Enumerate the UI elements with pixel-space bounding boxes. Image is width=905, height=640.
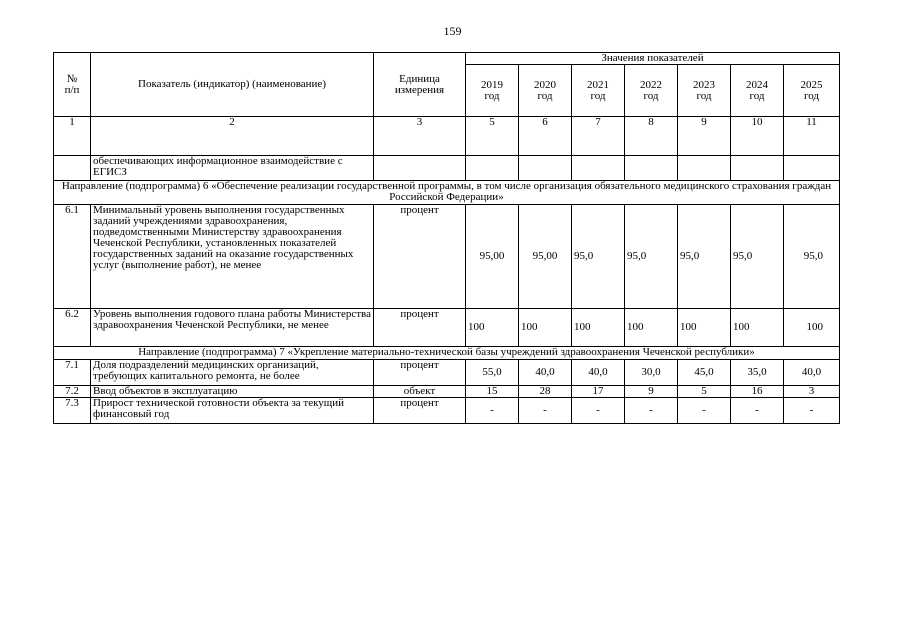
- row-indicator-name: Уровень выполнения годового плана работы Министерства здравоохранения Чеченской Республики, не менее: [91, 309, 374, 347]
- row-value: [519, 156, 572, 181]
- header-year: 2020 год: [519, 65, 572, 117]
- row-value: -: [625, 398, 678, 424]
- section-row: [54, 181, 840, 205]
- row-code: 6.2: [54, 309, 91, 347]
- row-unit: процент: [374, 205, 466, 309]
- row-value: 3: [784, 386, 840, 398]
- column-number: 8: [625, 117, 678, 156]
- row-value: 100: [784, 309, 840, 347]
- table-row: [54, 360, 840, 386]
- row-code: 7.2: [54, 386, 91, 398]
- row-indicator-name: Минимальный уровень выполнения государственных заданий учреждениями здравоохранения, подведомственными Министерству здравоохранения Чеченской Республики, установленных показателей государственных заданий на оказание государственных услуг (выполнение работ), не менее: [91, 205, 374, 309]
- row-value: 95,0: [572, 205, 625, 309]
- row-value: 40,0: [784, 360, 840, 386]
- row-value: 9: [625, 386, 678, 398]
- row-code: [54, 156, 91, 181]
- table-row: [54, 205, 840, 309]
- row-value: [784, 156, 840, 181]
- row-value: 55,0: [466, 360, 519, 386]
- row-indicator-name: Доля подразделений медицинских организаций, требующих капитального ремонта, не более: [91, 360, 374, 386]
- row-value: 35,0: [731, 360, 784, 386]
- row-value: 40,0: [519, 360, 572, 386]
- column-number: 9: [678, 117, 731, 156]
- row-value: 17: [572, 386, 625, 398]
- row-value: 28: [519, 386, 572, 398]
- row-value: 100: [731, 309, 784, 347]
- row-value: [572, 156, 625, 181]
- row-value: 40,0: [572, 360, 625, 386]
- header-year: 2021 год: [572, 65, 625, 117]
- header-year: 2023 год: [678, 65, 731, 117]
- row-unit: процент: [374, 398, 466, 424]
- table-row: [54, 398, 840, 424]
- header-year: 2025 год: [784, 65, 840, 117]
- row-value: 100: [625, 309, 678, 347]
- row-value: -: [731, 398, 784, 424]
- row-value: [678, 156, 731, 181]
- row-value: 30,0: [625, 360, 678, 386]
- row-value: 100: [466, 309, 519, 347]
- row-value: 95,00: [466, 205, 519, 309]
- row-value: 95,0: [784, 205, 840, 309]
- row-value: 15: [466, 386, 519, 398]
- header-unit: Единица измерения: [374, 53, 466, 117]
- header-row: [54, 53, 840, 65]
- row-value: 95,0: [731, 205, 784, 309]
- row-unit: [374, 156, 466, 181]
- row-value: 5: [678, 386, 731, 398]
- section-title-7: Направление (подпрограмма) 7 «Укрепление материально-технической базы учреждений здравоохранения Чеченской республики»: [54, 347, 840, 360]
- section-row: [54, 347, 840, 360]
- column-number: 7: [572, 117, 625, 156]
- header-number: № п/п: [54, 53, 91, 117]
- header-year: 2024 год: [731, 65, 784, 117]
- column-number: 1: [54, 117, 91, 156]
- table-row: [54, 386, 840, 398]
- row-indicator-name: Ввод объектов в эксплуатацию: [91, 386, 374, 398]
- row-value: [466, 156, 519, 181]
- row-value: -: [784, 398, 840, 424]
- row-value: [625, 156, 678, 181]
- row-code: 7.3: [54, 398, 91, 424]
- row-value: 95,0: [625, 205, 678, 309]
- column-number: 3: [374, 117, 466, 156]
- column-number: 5: [466, 117, 519, 156]
- column-number: 2: [91, 117, 374, 156]
- header-values-group: Значения показателей: [466, 53, 840, 65]
- column-numbers-row: [54, 117, 840, 156]
- table-row: [54, 309, 840, 347]
- header-indicator: Показатель (индикатор) (наименование): [91, 53, 374, 117]
- row-unit: процент: [374, 309, 466, 347]
- row-value: 100: [678, 309, 731, 347]
- table-row: [54, 156, 840, 181]
- row-code: 6.1: [54, 205, 91, 309]
- column-number: 10: [731, 117, 784, 156]
- row-value: -: [466, 398, 519, 424]
- page-number: 159: [443, 24, 462, 38]
- row-value: 100: [519, 309, 572, 347]
- header-year: 2022 год: [625, 65, 678, 117]
- row-value: -: [572, 398, 625, 424]
- row-value: -: [678, 398, 731, 424]
- row-value: 16: [731, 386, 784, 398]
- row-value: 100: [572, 309, 625, 347]
- row-value: 95,00: [519, 205, 572, 309]
- row-indicator-name: обеспечивающих информационное взаимодействие с ЕГИСЗ: [91, 156, 374, 181]
- row-code: 7.1: [54, 360, 91, 386]
- row-unit: процент: [374, 360, 466, 386]
- row-indicator-name: Прирост технической готовности объекта за текущий финансовый год: [91, 398, 374, 424]
- row-value: 45,0: [678, 360, 731, 386]
- row-value: -: [519, 398, 572, 424]
- row-value: 95,0: [678, 205, 731, 309]
- row-unit: объект: [374, 386, 466, 398]
- header-year: 2019 год: [466, 65, 519, 117]
- column-number: 11: [784, 117, 840, 156]
- section-title-6: Направление (подпрограмма) 6 «Обеспечение реализации государственной программы, в том числе организация обязательного медицинского страхования граждан Российской Федерации»: [54, 181, 840, 205]
- column-number: 6: [519, 117, 572, 156]
- row-value: [731, 156, 784, 181]
- indicators-table: [53, 52, 840, 424]
